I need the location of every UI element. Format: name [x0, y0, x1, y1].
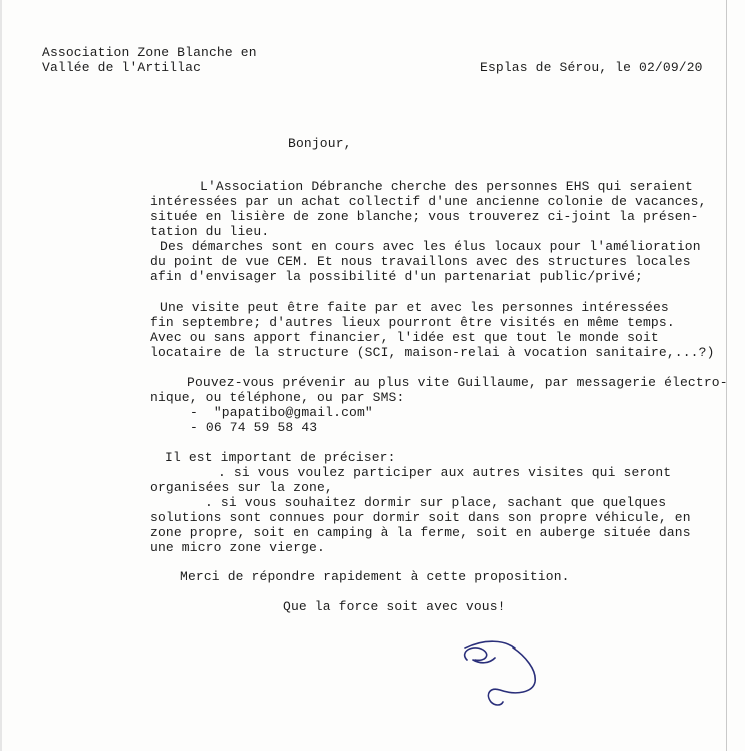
paragraph-1-line: tation du lieu. — [150, 224, 270, 239]
scan-edge-left — [0, 0, 2, 751]
paragraph-2-line: du point de vue CEM. Et nous travaillons avec des structures locales — [150, 254, 691, 269]
contact-email: - "papatibo@gmail.com" — [190, 405, 373, 420]
paragraph-1-line: située en lisière de zone blanche; vous trouverez ci-joint la présen- — [150, 209, 699, 224]
place-date: Esplas de Sérou, le 02/09/20 — [480, 60, 703, 75]
paragraph-3-line: fin septembre; d'autres lieux pourront être visités en même temps. — [150, 315, 675, 330]
paragraph-1-line: intéressées par un achat collectif d'une ancienne colonie de vacances, — [150, 194, 707, 209]
paragraph-5-line: Il est important de préciser: — [165, 450, 396, 465]
paragraph-3-line: Avec ou sans apport financier, l'idée est que tout le monde soit — [150, 330, 659, 345]
paragraph-4-line: nique, ou téléphone, ou par SMS: — [150, 390, 405, 405]
paragraph-5-line: zone propre, soit en camping à la ferme, soit en auberge située dans — [150, 525, 691, 540]
greeting: Bonjour, — [288, 136, 352, 151]
sender-name-line1: Association Zone Blanche en — [42, 45, 257, 60]
paragraph-5-line: organisées sur la zone, — [150, 480, 333, 495]
paragraph-3-line: locataire de la structure (SCI, maison-relai à vocation sanitaire,...?) — [150, 345, 715, 360]
paragraph-2-line: Des démarches sont en cours avec les élus locaux pour l'amélioration — [160, 239, 701, 254]
farewell-line: Que la force soit avec vous! — [283, 599, 506, 614]
closing-line: Merci de répondre rapidement à cette proposition. — [180, 569, 570, 584]
paragraph-5-line: une micro zone vierge. — [150, 540, 325, 555]
paragraph-4-line: Pouvez-vous prévenir au plus vite Guillaume, par messagerie électro- — [187, 375, 728, 390]
paragraph-3-line: Une visite peut être faite par et avec les personnes intéressées — [160, 300, 669, 315]
handwritten-signature — [455, 630, 555, 710]
paragraph-1-line: L'Association Débranche cherche des personnes EHS qui seraient — [200, 179, 693, 194]
sender-name-line2: Vallée de l'Artillac — [42, 60, 202, 75]
paragraph-5-bullet: . si vous souhaitez dormir sur place, sachant que quelques — [205, 495, 667, 510]
paragraph-2-line: afin d'envisager la possibilité d'un partenariat public/privé; — [150, 269, 643, 284]
contact-phone: - 06 74 59 58 43 — [190, 420, 318, 435]
paragraph-5-bullet: . si vous voulez participer aux autres visites qui seront — [218, 465, 672, 480]
paragraph-5-line: solutions sont connues pour dormir soit dans son propre véhicule, en — [150, 510, 691, 525]
